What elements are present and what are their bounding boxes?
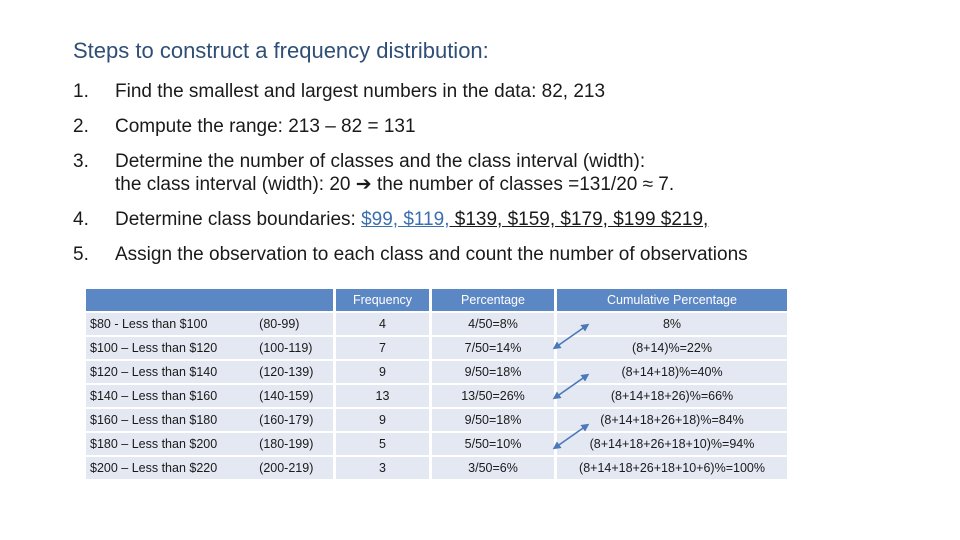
frequency-table [86,287,787,481]
class-cell: $120 – Less than $140 [86,361,255,383]
step-4 [73,208,933,231]
step-number: 3. [73,151,89,172]
frequency-cell: 9 [336,409,429,431]
cumulative-cell: (8+14+18+26+18+10)%=94% [557,433,787,455]
cumulative-cell: (8+14+18+26+18+10+6)%=100% [557,457,787,479]
table-row [86,361,787,383]
step-text: Compute the range: 213 – 82 = 131 [115,116,416,137]
cumulative-cell: (8+14+18)%=40% [557,361,787,383]
range-cell: (180-199) [255,433,333,455]
table-row [86,337,787,359]
frequency-cell: 5 [336,433,429,455]
step-number: 4. [73,209,89,230]
table-row [86,457,787,479]
slide-title: Steps to construct a frequency distribution: [73,38,489,63]
range-cell: (160-179) [255,409,333,431]
percentage-cell: 5/50=10% [432,433,554,455]
percentage-cell: 7/50=14% [432,337,554,359]
step-4-boundaries: $139, $159, $179, $199 $219, [449,209,709,230]
step-number: 5. [73,244,89,265]
step-1 [73,80,933,103]
cumulative-cell: (8+14+18+26)%=66% [557,385,787,407]
range-cell: (80-99) [255,313,333,335]
step-number: 1. [73,81,89,102]
step-text: Determine class boundaries: [115,209,362,230]
class-cell: $160 – Less than $180 [86,409,255,431]
right-arrow-icon: ➔ [355,174,372,195]
cumulative-cell: (8+14)%=22% [557,337,787,359]
class-cell: $80 - Less than $100 [86,313,255,335]
step-3 [73,150,933,196]
percentage-cell: 9/50=18% [432,409,554,431]
frequency-cell: 7 [336,337,429,359]
cumulative-cell: (8+14+18+26+18)%=84% [557,409,787,431]
step-3-detail-pre: the class interval (width): 20 [115,174,356,195]
range-cell: (140-159) [255,385,333,407]
frequency-cell: 4 [336,313,429,335]
step-text: Find the smallest and largest numbers in the data: 82, 213 [115,81,606,102]
frequency-cell: 13 [336,385,429,407]
percentage-cell: 13/50=26% [432,385,554,407]
table-row [86,313,787,335]
table-body [86,313,787,479]
step-3-detail [115,173,933,196]
range-cell: (100-119) [255,337,333,359]
table-row [86,409,787,431]
class-cell: $140 – Less than $160 [86,385,255,407]
class-cell: $200 – Less than $220 [86,457,255,479]
step-4-highlight: $99, $119, [361,209,450,230]
step-2 [73,115,933,138]
table-row [86,433,787,455]
step-3-detail-post: the number of classes =131/20 ≈ 7. [371,174,675,195]
class-cell: $180 – Less than $200 [86,433,255,455]
step-number: 2. [73,116,89,137]
percentage-cell: 9/50=18% [432,361,554,383]
header-class [86,289,333,311]
step-5 [73,243,933,266]
frequency-cell: 3 [336,457,429,479]
step-text: Determine the number of classes and the class interval (width): [115,151,646,172]
range-cell: (200-219) [255,457,333,479]
range-cell: (120-139) [255,361,333,383]
header-cumulative: Cumulative Percentage [557,289,787,311]
table-header-row [86,289,787,311]
table-row [86,385,787,407]
percentage-cell: 4/50=8% [432,313,554,335]
header-percentage: Percentage [432,289,554,311]
cumulative-cell: 8% [557,313,787,335]
frequency-cell: 9 [336,361,429,383]
percentage-cell: 3/50=6% [432,457,554,479]
step-text: Assign the observation to each class and count the number of observations [115,244,748,265]
header-frequency: Frequency [336,289,429,311]
class-cell: $100 – Less than $120 [86,337,255,359]
steps-list [73,80,933,278]
